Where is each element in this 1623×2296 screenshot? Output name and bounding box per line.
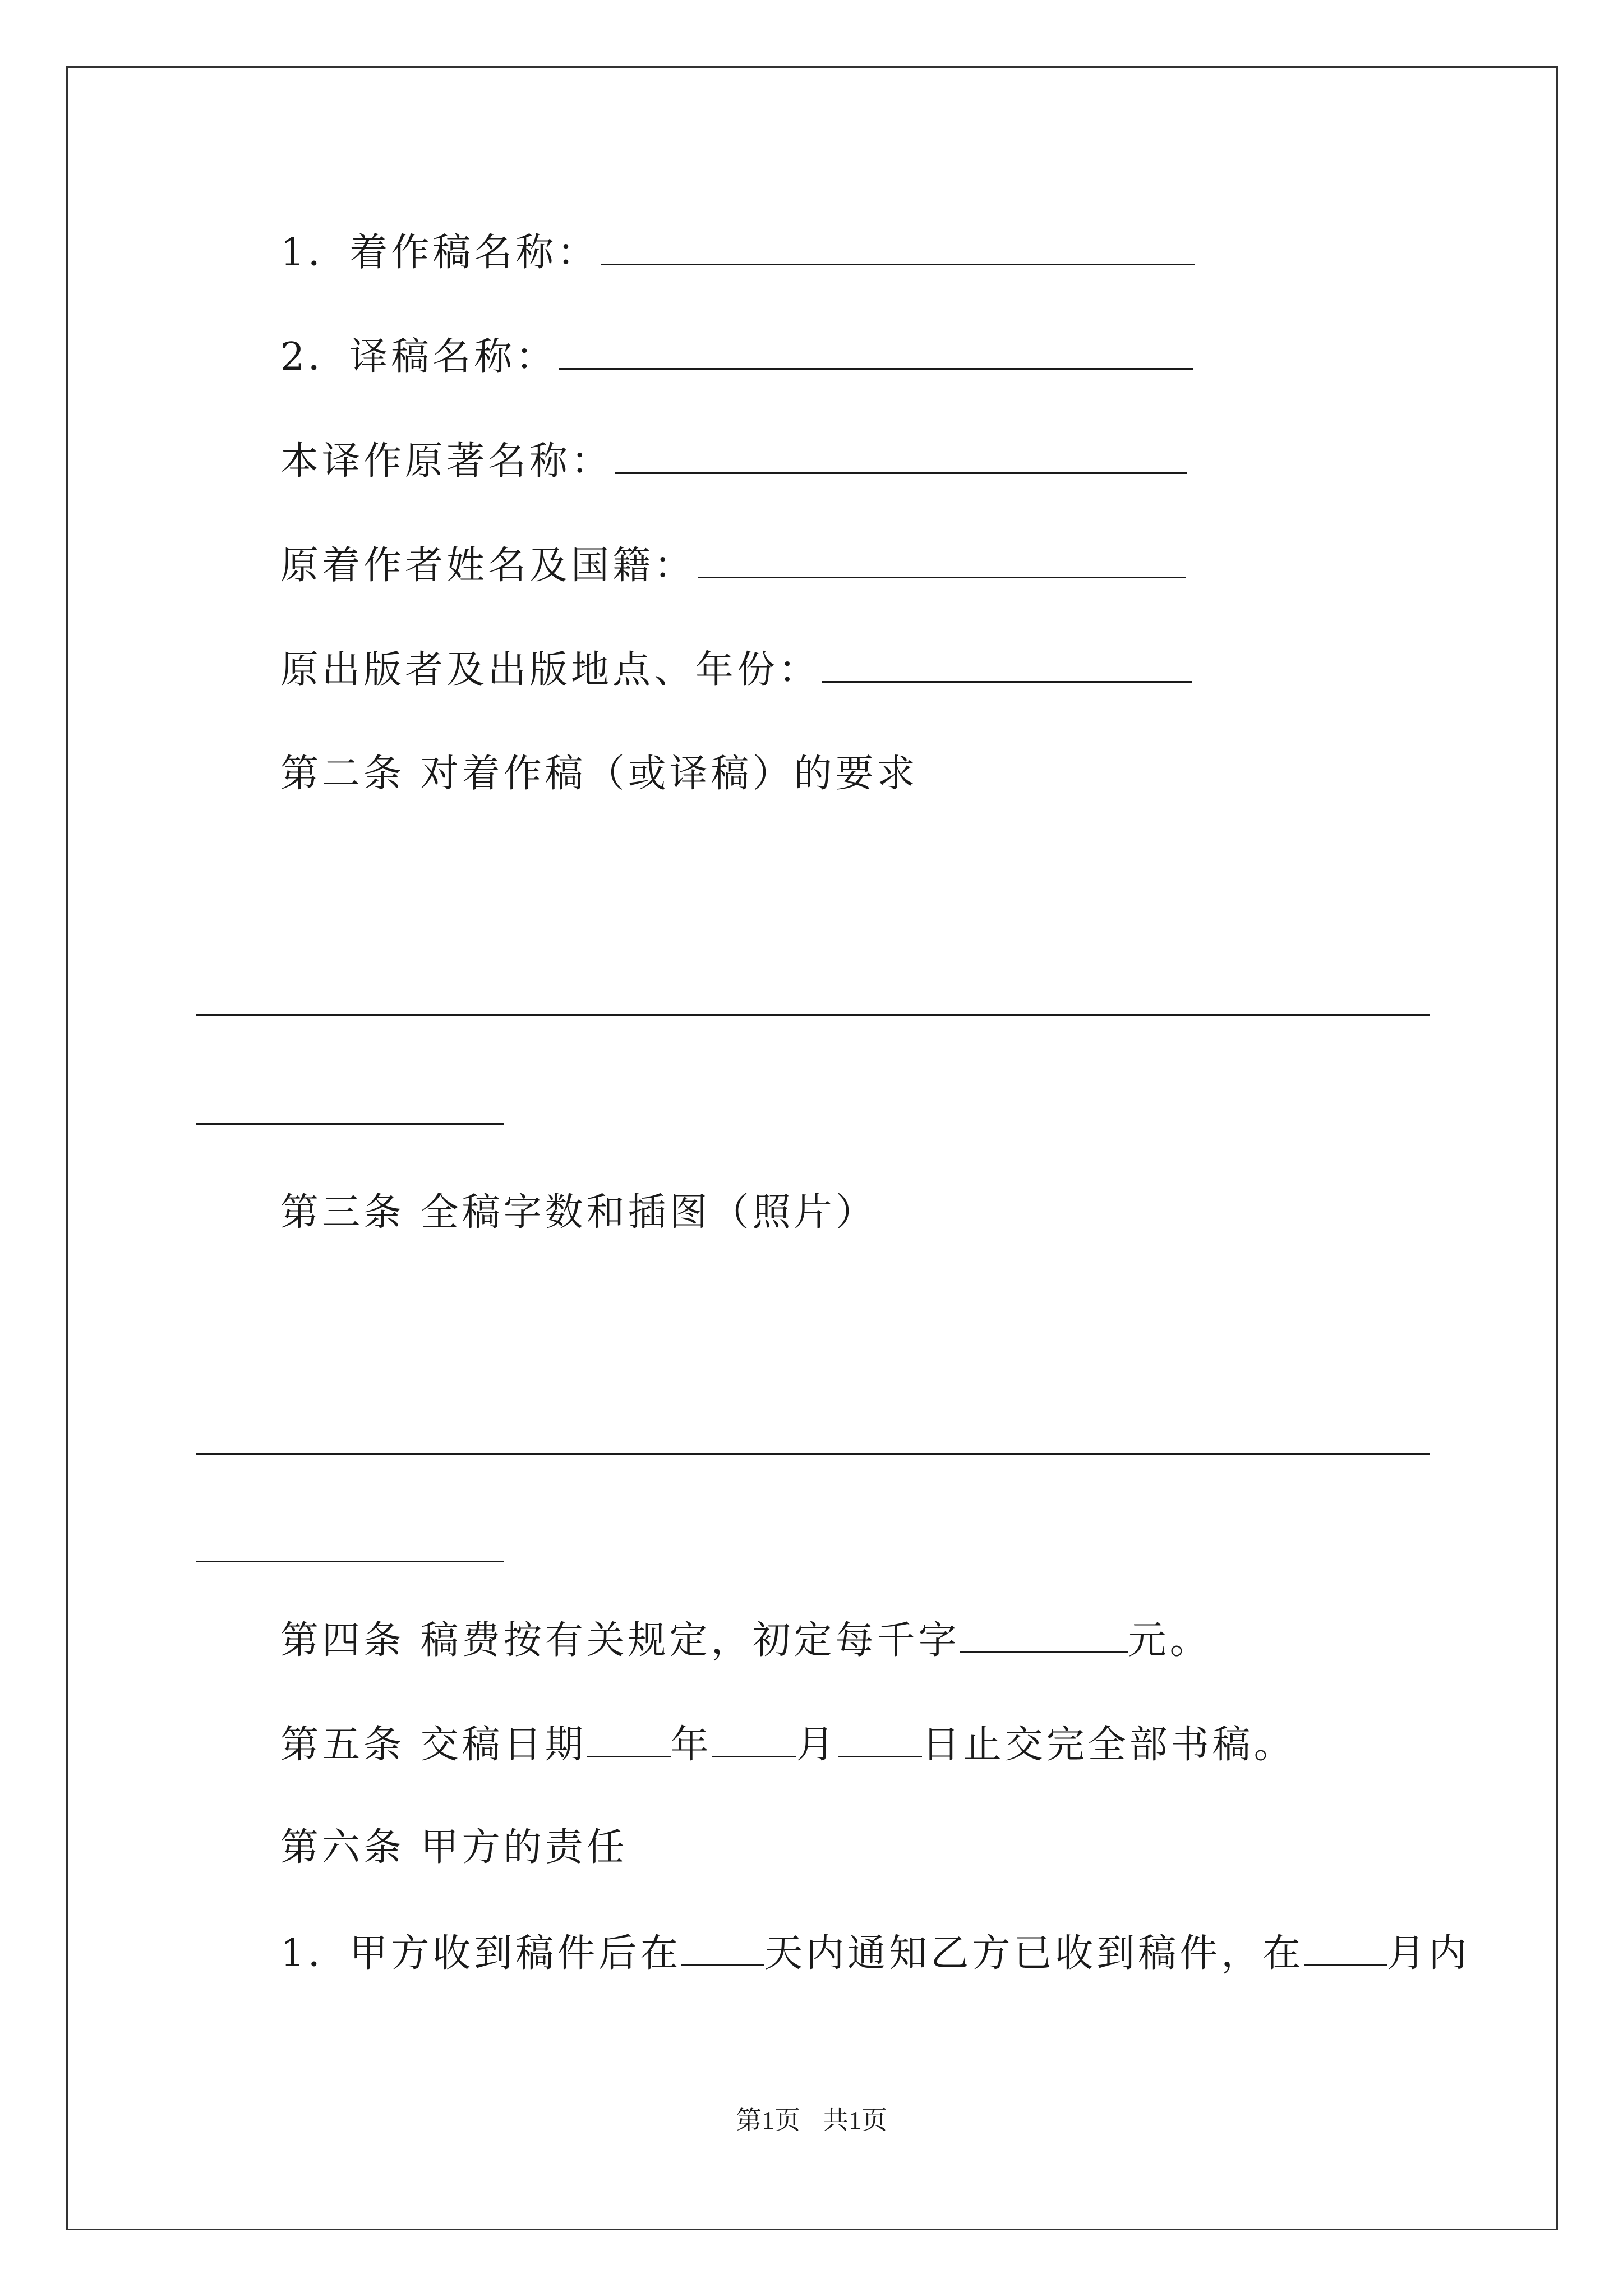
page-footer [0, 2105, 1623, 2136]
field-original-work-label: 本译作原著名称： [280, 439, 613, 484]
delivery-day-blank[interactable] [838, 1721, 922, 1757]
article-5-month: 月 [796, 1723, 838, 1767]
original-work-blank[interactable] [615, 438, 1187, 474]
field-translation-title-label: 2．译稿名称： [280, 335, 557, 379]
field-original-publisher-label: 原出版者及出版地点、年份： [280, 648, 820, 692]
article-4-suffix: 元。 [1128, 1618, 1211, 1663]
article-4-text: 第四条 稿费按有关规定，初定每千字 [280, 1618, 960, 1663]
page-number-current: 第1页 [736, 2106, 800, 2134]
field-original-author [280, 542, 1186, 588]
article-3-answer-line-2[interactable] [196, 1561, 504, 1562]
notify-days-blank[interactable] [681, 1930, 764, 1966]
delivery-year-blank[interactable] [587, 1721, 671, 1757]
article-6-item-1-text-c: 月内 [1387, 1931, 1470, 1976]
translation-title-blank[interactable] [559, 333, 1193, 370]
field-original-publisher [280, 646, 1192, 693]
article-5-year: 年 [670, 1723, 712, 1767]
manuscript-title-blank[interactable] [601, 229, 1195, 265]
original-publisher-blank[interactable] [822, 646, 1192, 683]
article-3-answer-line-1[interactable] [196, 1453, 1430, 1455]
field-original-author-label: 原着作者姓名及国籍： [280, 544, 696, 588]
article-2-answer-line-1[interactable] [196, 1014, 1430, 1016]
page-border [66, 66, 1558, 2230]
article-6-item-1-text-b: 天内通知乙方已收到稿件，在 [764, 1931, 1304, 1976]
article-3-heading: 第三条 全稿字数和插图（照片） [280, 1190, 877, 1235]
article-5-text: 第五条 交稿日期 [280, 1723, 587, 1767]
review-months-blank[interactable] [1304, 1930, 1387, 1966]
field-original-work [280, 438, 1187, 484]
article-4 [280, 1617, 1211, 1663]
article-5 [280, 1721, 1295, 1768]
field-manuscript-title-label: 1．着作稿名称： [280, 231, 599, 275]
delivery-month-blank[interactable] [712, 1721, 796, 1757]
fee-per-thousand-blank[interactable] [960, 1617, 1128, 1653]
article-2-answer-line-2[interactable] [196, 1123, 504, 1125]
article-6-item-1-text-a: 1．甲方收到稿件后在 [280, 1931, 682, 1976]
field-manuscript-title [280, 229, 1195, 275]
article-5-suffix: 日止交完全部书稿。 [921, 1723, 1295, 1767]
article-2-heading: 第二条 对着作稿（或译稿）的要求 [280, 752, 919, 796]
field-translation-title [280, 333, 1193, 380]
article-6-item-1 [280, 1930, 1470, 1976]
page-number-total: 共1页 [823, 2106, 887, 2134]
article-6-heading: 第六条 甲方的责任 [280, 1825, 628, 1870]
original-author-blank[interactable] [698, 542, 1186, 578]
